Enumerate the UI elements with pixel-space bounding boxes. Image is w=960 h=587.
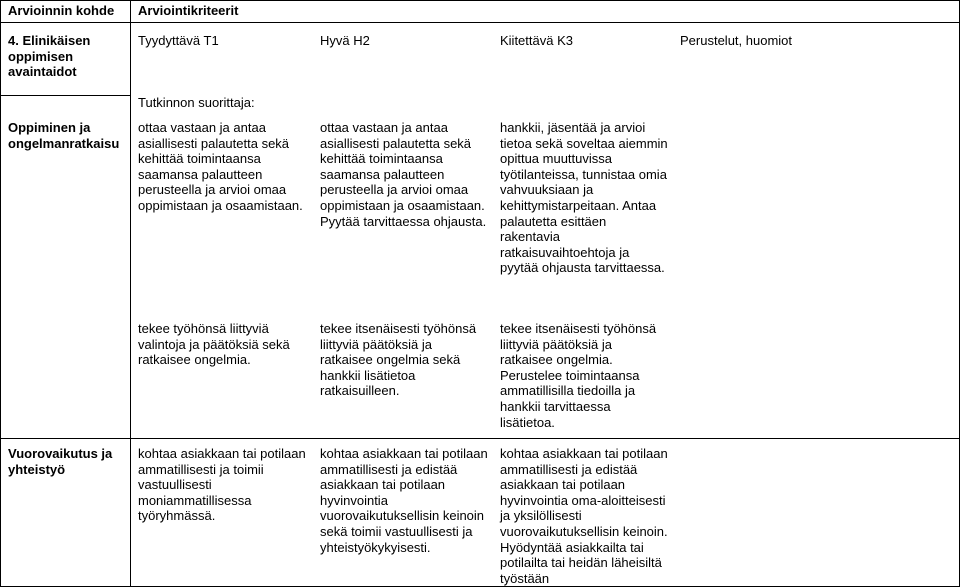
subject-header-divider [0, 95, 130, 96]
header-divider [0, 22, 960, 23]
performer-label: Tutkinnon suorittaja: [138, 95, 255, 110]
level-h2: Hyvä H2 [320, 33, 370, 48]
row1-h2: ottaa vastaan ja antaa asiallisesti palautetta sekä kehittää toimintaansa saamansa palautteen perusteella ja arvioi omaa oppimistaan ja osaamistaan. Pyytää tarvittaessa ohjausta. [320, 120, 487, 229]
subject-column-divider [130, 0, 131, 587]
table-border-top [0, 0, 960, 1]
row2-h2: tekee itsenäisesti työhönsä liittyviä päätöksiä ja ratkaisee ongelmia sekä hankkii lisätietoa ratkaisuilleen. [320, 321, 477, 399]
row3-k3: kohtaa asiakkaan tai potilaan ammatillisesti ja edistää asiakkaan tai potilaan hyvinvointia oma-aloitteisesti ja yksilöllisesti vuorovaikutuksellisin keinoin. Hyödyntää asiakkailta tai potilailta tai heidän läheisiltä työstään [500, 446, 668, 586]
header-subject: Arvioinnin kohde [8, 3, 115, 18]
level-notes: Perustelut, huomiot [680, 33, 793, 48]
level-k3: Kiitettävä K3 [500, 33, 573, 48]
row3-h2: kohtaa asiakkaan tai potilaan ammatillisesti ja edistää asiakkaan tai potilaan hyvinvointia vuorovaikutuksellisin keinoin sekä toimii vastuullisesti ja yhteistyökykyisesti. [320, 446, 488, 555]
row-subject-interaction: Vuorovaikutus ja yhteistyö [8, 446, 113, 477]
subject-group-title: 4. Elinikäisen oppimisen avaintaidot [8, 33, 91, 80]
row-subject-learning: Oppiminen ja ongelmanratkaisu [8, 120, 120, 151]
row2-t1: tekee työhönsä liittyviä valintoja ja päätöksiä sekä ratkaisee ongelmia. [138, 321, 290, 368]
row2-k3: tekee itsenäisesti työhönsä liittyviä päätöksiä ja ratkaisee ongelmia. Perustelee toimintaansa ammatillisilla tiedoilla ja hankkii tarvittaessa lisätietoa. [500, 321, 657, 430]
level-t1: Tyydyttävä T1 [138, 33, 219, 48]
row1-t1: ottaa vastaan ja antaa asiallisesti palautetta sekä kehittää toimintaansa saamansa palautteen perusteella ja arvioi omaa oppimistaan ja osaamistaan. [138, 120, 303, 213]
header-criteria: Arviointikriteerit [138, 3, 239, 18]
section-divider [0, 438, 960, 439]
row1-k3: hankkii, jäsentää ja arvioi tietoa sekä soveltaa aiemmin opittua muuttuvissa työtilanteissa, tunnistaa omia vahvuuksiaan ja kehittymistarpeitaan. Antaa palautetta esittäen rakentavia ratkaisuvaihtoehtoja ja pyytää ohjausta tarvittaessa. [500, 120, 668, 276]
table-border-left [0, 0, 1, 587]
row3-t1: kohtaa asiakkaan tai potilaan ammatillisesti ja toimii vastuullisesti moniammatillisessa työryhmässä. [138, 446, 306, 524]
